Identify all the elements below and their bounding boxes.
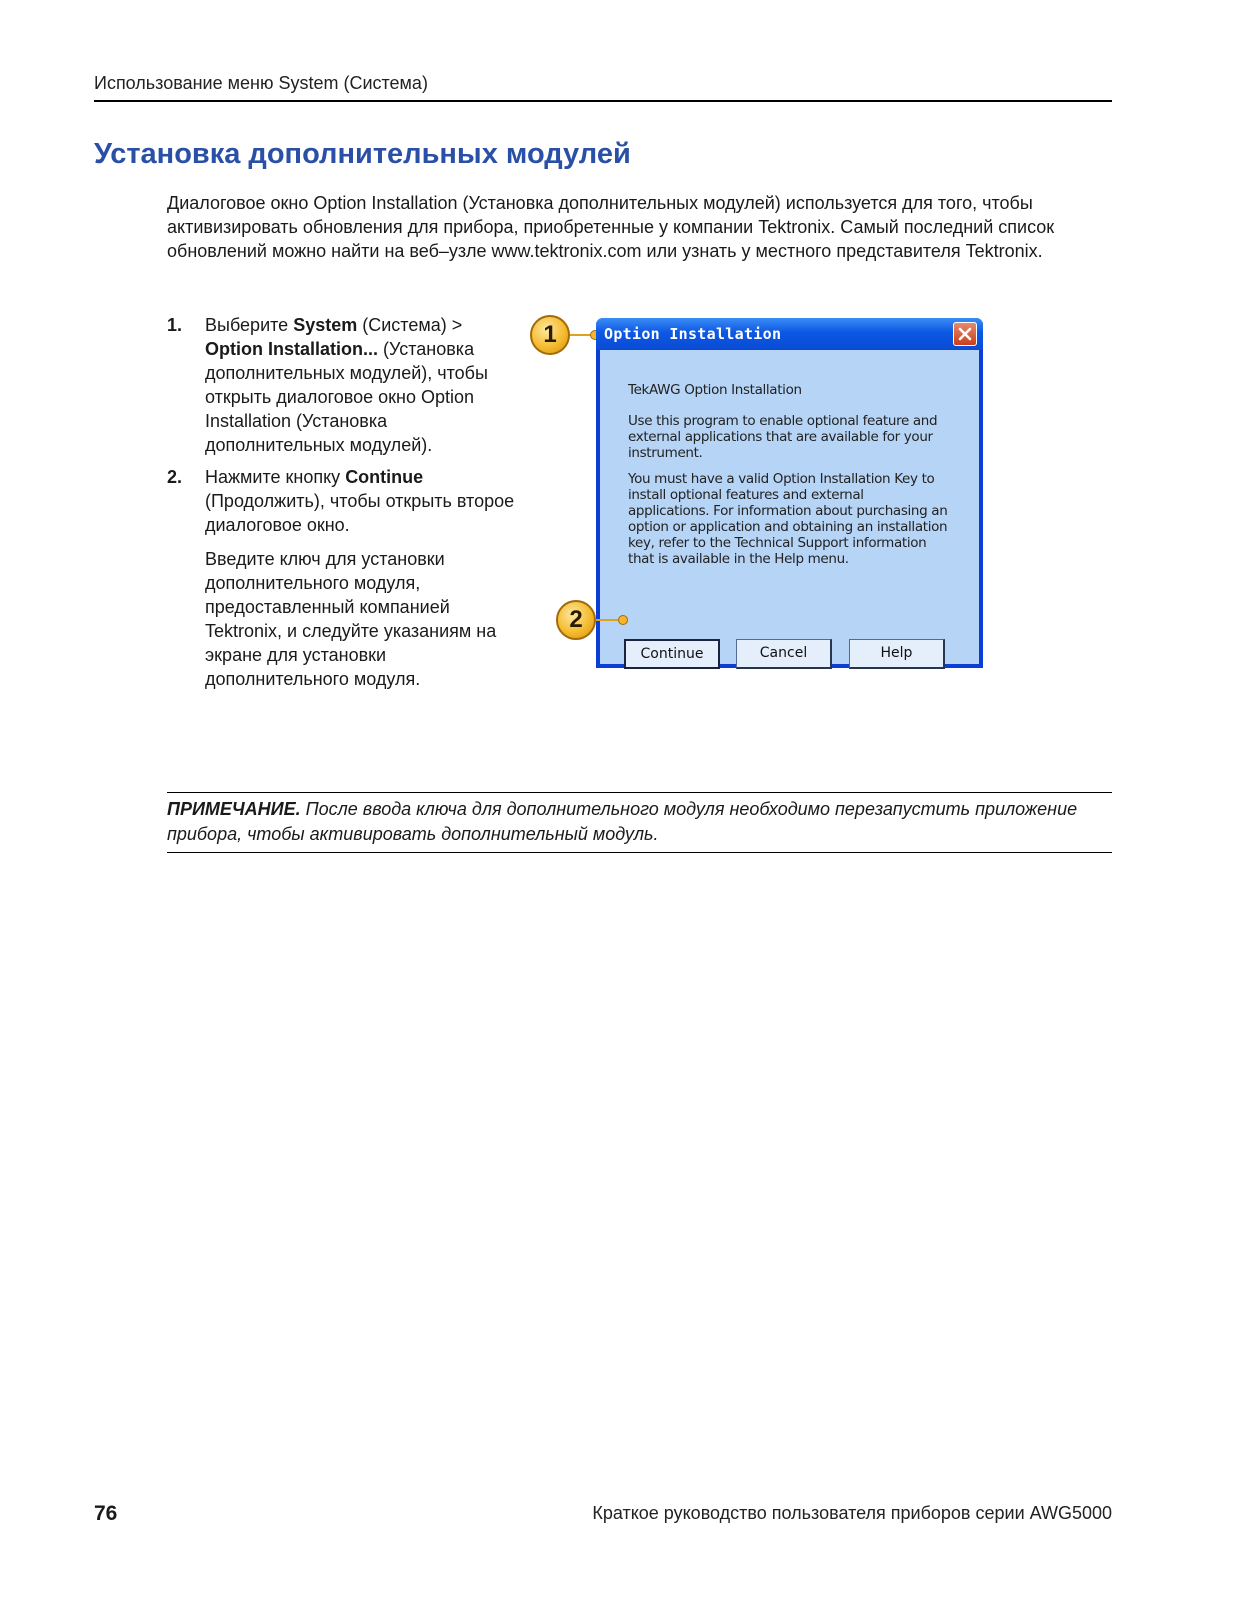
step-number: 2. xyxy=(167,467,183,487)
callout-1-leader xyxy=(570,334,592,336)
dialog-paragraph-1: Use this program to enable optional feature and external applications that are available for your instrument. xyxy=(628,413,938,461)
step-text: (Система) > xyxy=(357,315,463,335)
note-label: ПРИМЕЧАНИЕ. xyxy=(167,799,301,819)
step-text: Нажмите кнопку xyxy=(205,467,346,487)
dialog-client-area xyxy=(600,350,979,664)
step-2 xyxy=(167,465,517,691)
step-text: (Установка дополнительных модулей), чтобы открыть диалоговое окно Option Installation (Установка дополнительных модулей). xyxy=(205,339,488,455)
dialog-title: Option Installation xyxy=(604,325,782,343)
step-1 xyxy=(167,313,517,457)
callout-2-leader xyxy=(596,619,620,621)
step-bold: Option Installation... xyxy=(205,339,378,359)
step-bold: System xyxy=(293,315,358,335)
intro-paragraph: Диалоговое окно Option Installation (Установка дополнительных модулей) используется для того, чтобы активизировать обновления для прибора, приобретенные у компании Tektronix. Самый последний список обновлений можно найти на веб–узле www.tektronix.com или узнать у местного представителя Tektronix. xyxy=(167,193,1055,261)
dialog-heading: TekAWG Option Installation xyxy=(628,382,802,398)
continue-button[interactable]: Continue xyxy=(624,639,720,669)
callout-2-dot xyxy=(618,615,628,625)
steps-list xyxy=(167,313,517,691)
page-title: Установка дополнительных модулей xyxy=(94,138,631,170)
page-number: 76 xyxy=(94,1502,118,1525)
step-text: Выберите xyxy=(205,315,294,335)
cancel-button[interactable]: Cancel xyxy=(736,639,832,669)
step-text: (Продолжить), чтобы открыть второе диалоговое окно. xyxy=(205,491,515,535)
dialog-paragraph-2: You must have a valid Option Installation Key to install optional features and external applications. For information about purchasing an option or application and obtaining an installation key, refer to the Technical Support information that is available in the Help menu. xyxy=(628,471,948,567)
note-top-rule xyxy=(167,792,1112,793)
close-x-glyph xyxy=(954,323,976,345)
option-installation-dialog xyxy=(596,318,983,668)
callout-1: 1 xyxy=(530,315,570,355)
help-button[interactable]: Help xyxy=(849,639,945,669)
step-number: 1. xyxy=(167,315,183,335)
header-rule xyxy=(94,100,1112,102)
step-bold: Continue xyxy=(345,467,424,487)
note-bottom-rule xyxy=(167,852,1112,853)
close-icon[interactable] xyxy=(953,322,977,346)
footer-title: Краткое руководство пользователя приборов серии AWG5000 xyxy=(592,1503,1112,1523)
step-extra-text: Введите ключ для установки дополнительного модуля, предоставленный компанией Tektronix, и следуйте указаниям на экране для установки дополнительного модуля. xyxy=(205,549,497,689)
callout-2: 2 xyxy=(556,600,596,640)
note xyxy=(167,797,1112,847)
running-header: Использование меню System (Система) xyxy=(94,73,428,93)
dialog-titlebar[interactable] xyxy=(596,318,983,350)
note-text: После ввода ключа для дополнительного модуля необходимо перезапустить приложение прибора, чтобы активировать дополнительный модуль. xyxy=(167,799,1078,844)
